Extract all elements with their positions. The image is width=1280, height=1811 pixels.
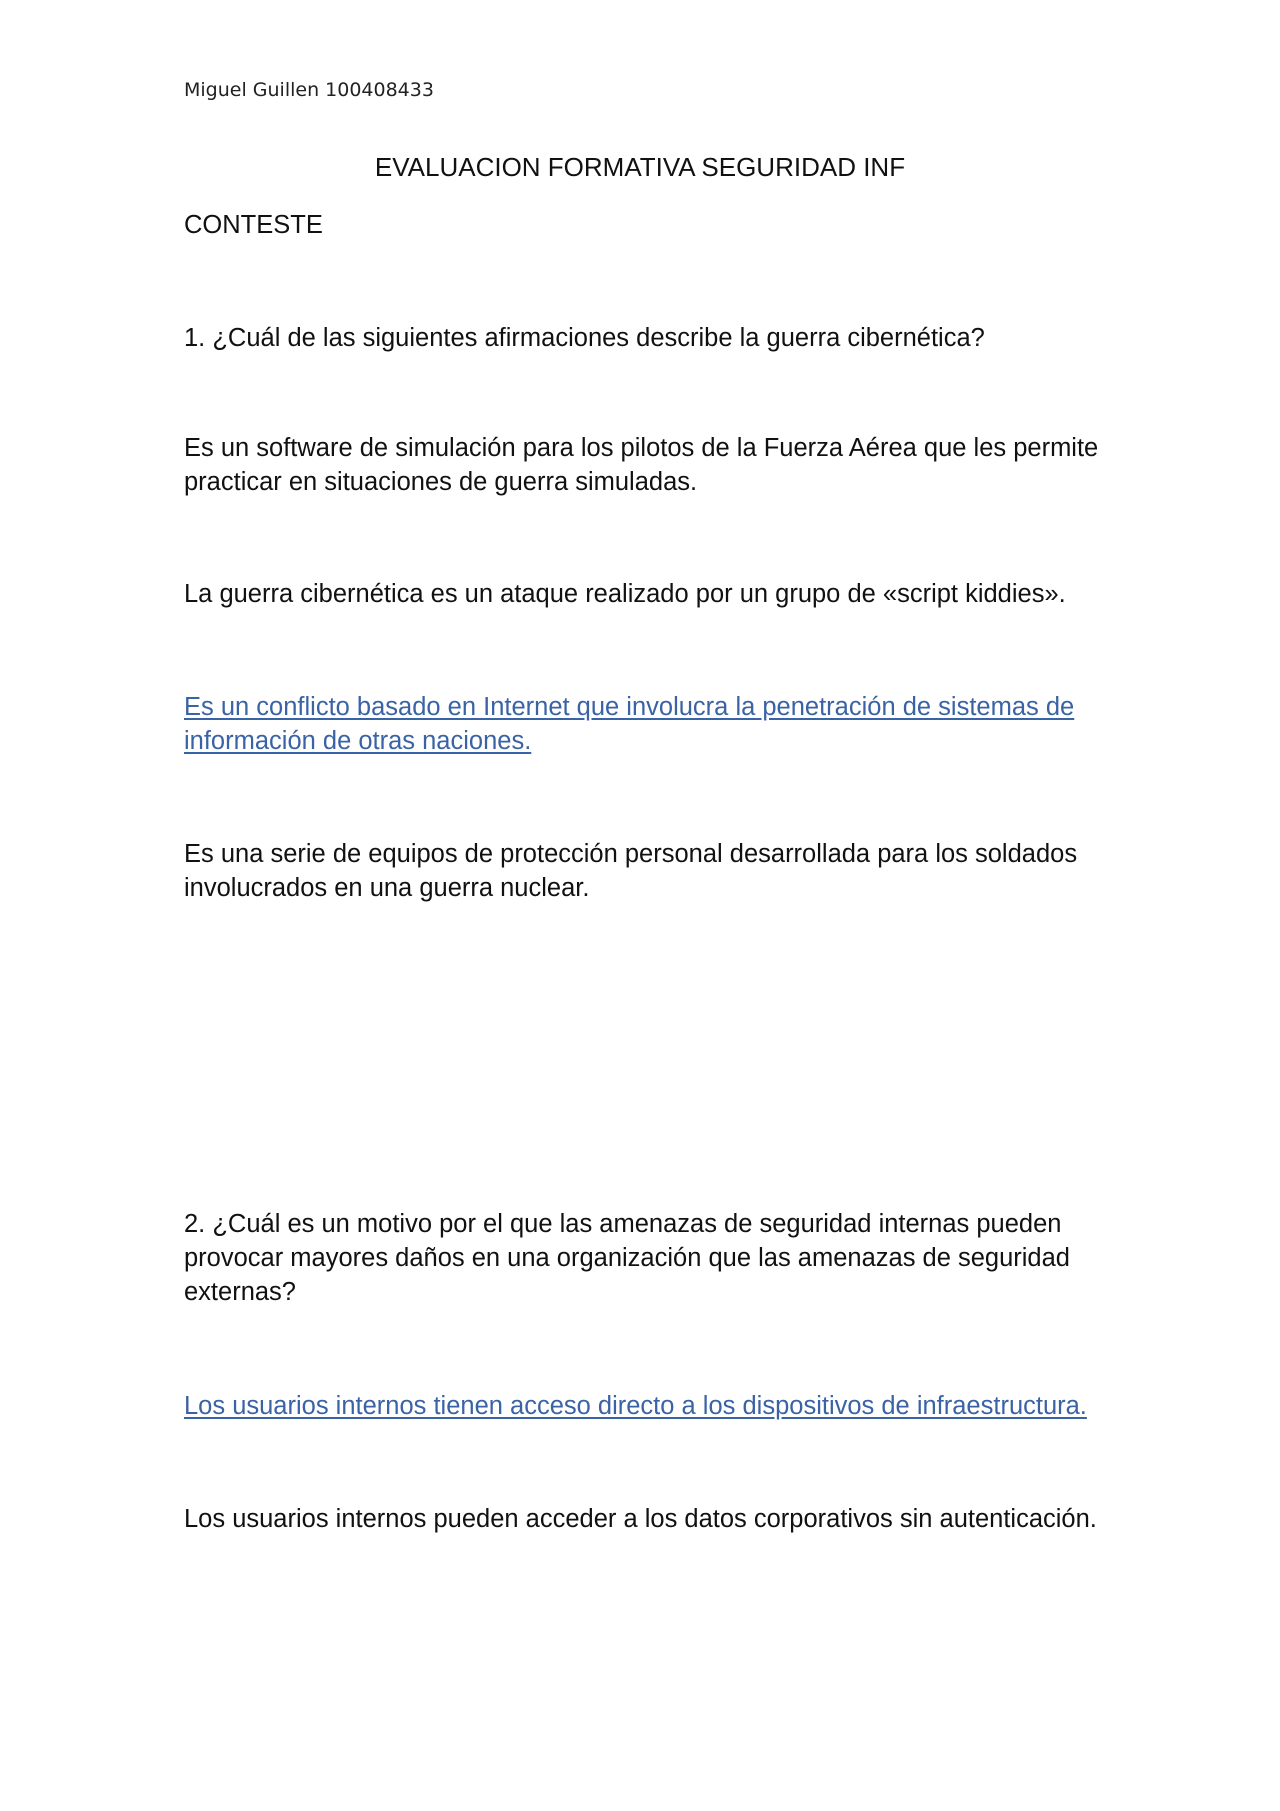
q2-option-1-highlighted[interactable]: Los usuarios internos tienen acceso directo a los dispositivos de infraestructura. bbox=[184, 1392, 1087, 1420]
q1-option-3-highlighted[interactable]: Es un conflicto basado en Internet que involucra la penetración de sistemas de información de otras naciones. bbox=[184, 693, 1075, 755]
q1-option-2: La guerra cibernética es un ataque realizado por un grupo de «script kiddies». bbox=[184, 580, 1066, 608]
q1-option-1: Es un software de simulación para los pilotos de la Fuerza Aérea que les permite practicar en situaciones de guerra simuladas. bbox=[184, 434, 1099, 496]
document-title: EVALUACION FORMATIVA SEGURIDAD INF bbox=[374, 152, 906, 182]
q2-option-2: Los usuarios internos pueden acceder a los datos corporativos sin autenticación. bbox=[184, 1505, 1097, 1533]
q1-option-4: Es una serie de equipos de protección personal desarrollada para los soldados involucrados en una guerra nuclear. bbox=[184, 840, 1078, 902]
instruction: CONTESTE bbox=[184, 211, 323, 239]
author-header: Miguel Guillen 100408433 bbox=[184, 79, 434, 101]
question-2: 2. ¿Cuál es un motivo por el que las amenazas de seguridad internas pueden provocar mayores daños en una organización que las amenazas de seguridad externas? bbox=[184, 1210, 1070, 1306]
question-1: 1. ¿Cuál de las siguientes afirmaciones describe la guerra cibernética? bbox=[184, 324, 985, 352]
